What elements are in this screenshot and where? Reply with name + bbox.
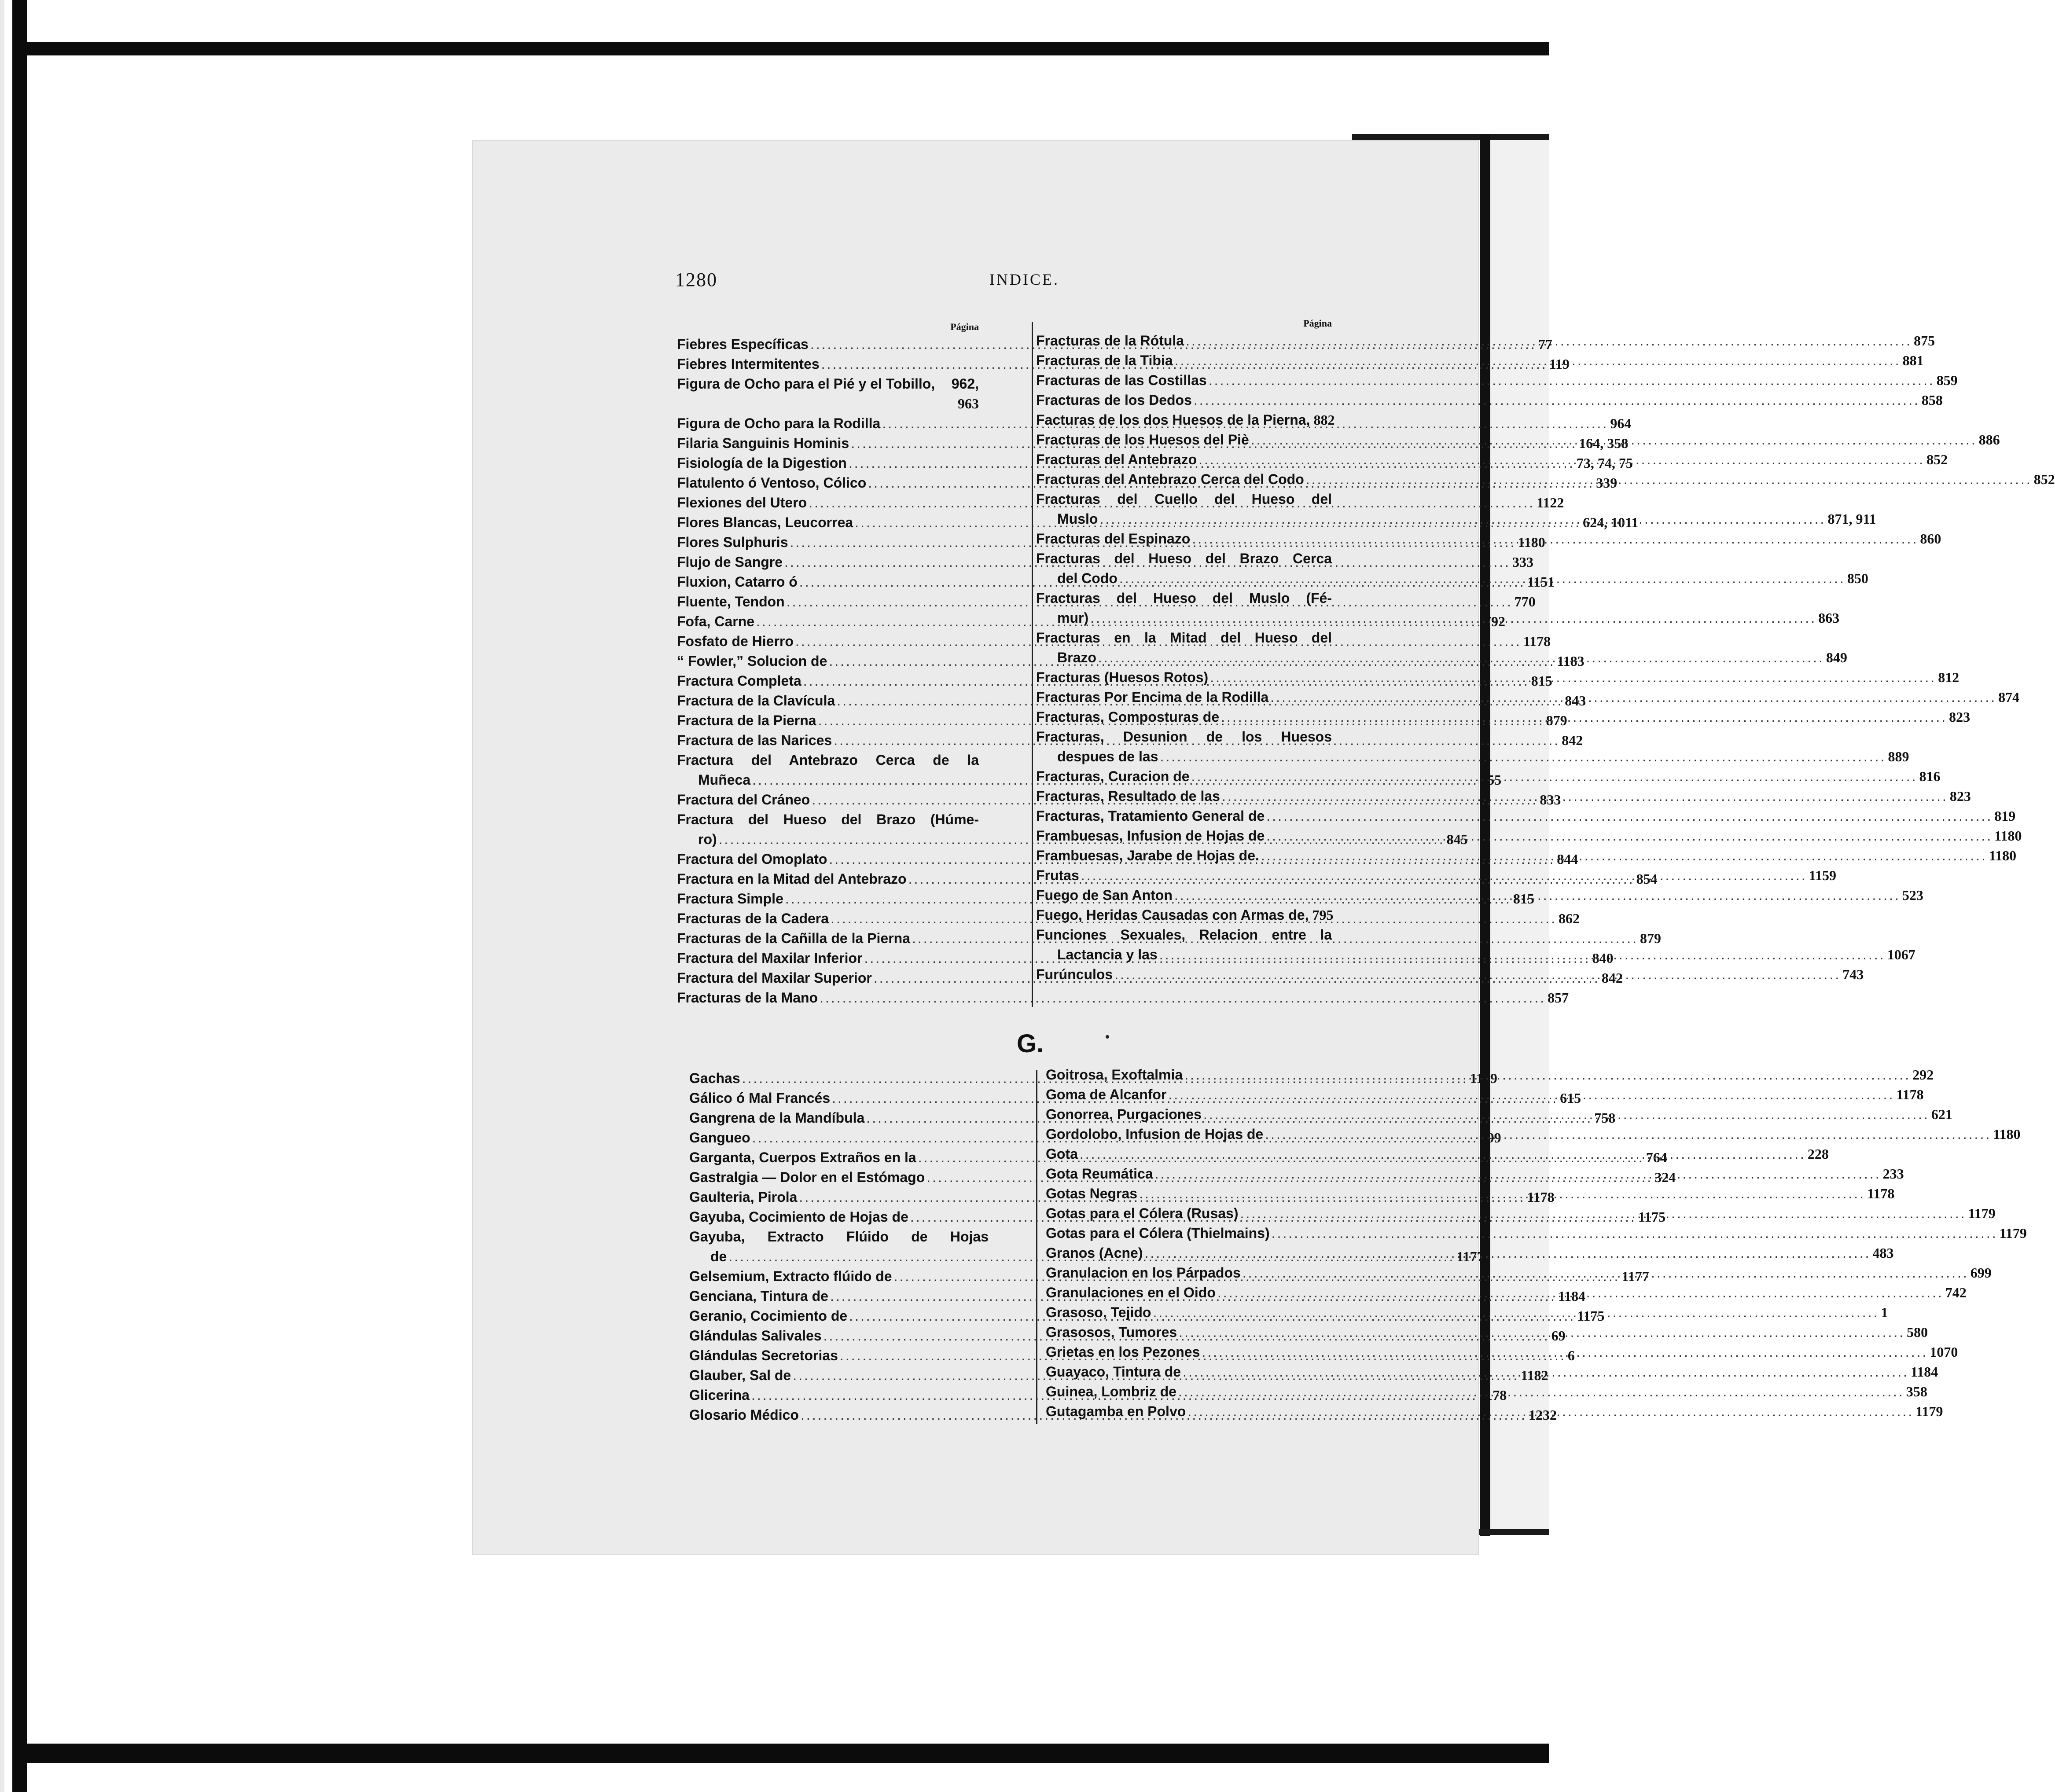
entry-line <box>1036 925 1332 945</box>
entry-page: 852 <box>2033 471 2055 487</box>
entry-page: 324 <box>1654 1169 1676 1185</box>
entry-page: 1178 <box>1896 1087 1924 1102</box>
entry-term: Fracturas del Espinazo <box>1036 531 1191 547</box>
entry-term: Furúnculos <box>1036 966 1113 982</box>
entry-term: Geranio, Cocimiento de <box>689 1308 848 1324</box>
entry-page: 1180 <box>1993 1126 2021 1142</box>
entry-term-continuation: de <box>710 1249 727 1264</box>
entry-page: 875 <box>1914 333 1935 349</box>
entry-page: 1232 <box>1528 1407 1557 1423</box>
entry-term: Glosario Médico <box>689 1407 799 1423</box>
entry-term: Gotas Negras <box>1046 1186 1138 1201</box>
entry-term: Gangrena de la Mandíbula <box>689 1110 865 1126</box>
leader-dots <box>1194 390 1920 410</box>
entry-page: 1122 <box>1537 495 1564 510</box>
entry-term: Gayuba, Extracto Flúido de Hojas <box>689 1229 989 1245</box>
entry-page: 815 <box>1531 673 1552 689</box>
entry-term: Gachas <box>689 1070 740 1086</box>
entry-page: 1178 <box>1867 1186 1895 1201</box>
entry-page: 886 <box>1978 432 2000 448</box>
entry-term: Frambuesas, Jarabe de Hojas de. <box>1036 848 1259 863</box>
page-column-label: Página <box>950 321 979 332</box>
entry-page: 523 <box>1902 887 1923 903</box>
entry-page: 850 <box>1847 570 1868 586</box>
entry-term-continuation: Muslo <box>1057 511 1098 527</box>
entry-term: Fuego de San Anton <box>1036 887 1173 903</box>
entry-term-continuation: del Codo <box>1057 570 1118 586</box>
leader-dots <box>1240 1204 1966 1223</box>
entry-page: 852 <box>1926 452 1948 467</box>
index-entry <box>1046 1184 1895 1204</box>
entry-term: Frutas <box>1036 867 1079 883</box>
leader-dots <box>1221 707 1947 727</box>
entry-page: 842 <box>1601 970 1623 986</box>
entry-page: 69 <box>1551 1328 1566 1344</box>
entry-page: 743 <box>1842 966 1864 982</box>
leader-dots <box>1243 1263 1969 1283</box>
entry-page: 758 <box>1594 1110 1616 1126</box>
entry-term: Fuego, Heridas Causadas con Armas de, <box>1036 907 1309 923</box>
entry-term: Glauber, Sal de <box>689 1367 791 1383</box>
book-cover-top-edge <box>1352 134 1549 140</box>
entry-term: Filaria Sanguinis Hominis <box>677 435 849 451</box>
leader-dots <box>1119 569 1845 588</box>
entry-term: Figura de Ocho para la Rodilla <box>677 415 881 431</box>
entry-page: 164, 358 <box>1579 435 1629 451</box>
leader-dots <box>1209 371 1935 390</box>
entry-page: 1180 <box>1994 828 2022 844</box>
entry-term: Gangueo <box>689 1130 750 1146</box>
entry-page: 812 <box>1938 669 1959 685</box>
entry-line <box>677 750 979 770</box>
leader-dots <box>1187 1402 1914 1421</box>
entry-term: Gota Reumática <box>1046 1166 1153 1182</box>
entry-page: 770 <box>1514 594 1536 610</box>
leader-dots <box>1178 1382 1904 1402</box>
leader-dots <box>1186 331 1912 351</box>
entry-line <box>677 374 979 394</box>
entry-term: Fracturas Por Encima de la Rodilla <box>1036 689 1269 705</box>
entry-term: Fractura del Omoplato <box>677 851 827 867</box>
entry-page: 1184 <box>1558 1288 1586 1304</box>
entry-term: Fracturas de la Cañilla de la Pierna <box>677 930 910 946</box>
entry-page: 1175 <box>1638 1209 1666 1225</box>
index-entry <box>1036 806 2016 826</box>
entry-page: 889 <box>1888 749 1909 764</box>
entry-page: 358 <box>1906 1384 1927 1399</box>
running-title: INDICE. <box>989 271 1059 288</box>
index-entry <box>677 374 979 414</box>
entry-page: 849 <box>1826 650 1847 665</box>
leader-dots <box>1261 846 1987 866</box>
leader-dots <box>1272 1223 1998 1243</box>
entry-term: Granulaciones en el Oido <box>1046 1285 1216 1300</box>
entry-term: Funciones Sexuales, Relacion entre la <box>1036 927 1332 943</box>
entry-page: 292 <box>1912 1067 1934 1083</box>
leader-dots <box>1155 1164 1881 1184</box>
leader-dots <box>1198 450 1925 470</box>
entry-page: 862 <box>1559 911 1580 926</box>
entry-term: Fractura del Cráneo <box>677 792 810 808</box>
entry-term-continuation: mur) <box>1057 610 1089 626</box>
entry-term: Fracturas, Desunion de los Huesos <box>1036 729 1332 745</box>
entry-term: Genciana, Tintura de <box>689 1288 828 1304</box>
entry-page: 228 <box>1807 1146 1829 1162</box>
page-number: 1280 <box>675 269 717 290</box>
entry-term: Fracturas del Hueso del Brazo Cerca <box>1036 551 1332 566</box>
entry-page: 871, 911 <box>1827 511 1876 527</box>
entry-page: 1177 <box>1456 1249 1484 1264</box>
entry-term: Flores Blancas, Leucorrea <box>677 514 853 530</box>
entry-term: Fluente, Tendon <box>677 594 785 610</box>
entry-page: 1067 <box>1887 947 1915 962</box>
entry-continuation <box>677 394 979 414</box>
entry-term: Goma de Alcanfor <box>1046 1087 1167 1102</box>
entry-page: 339 <box>1596 475 1618 491</box>
leader-dots <box>1153 1303 1879 1322</box>
leader-dots <box>1174 885 1901 905</box>
entry-page: 1184 <box>1911 1364 1938 1380</box>
leader-dots <box>1266 806 1993 826</box>
entry-page: 842 <box>1562 732 1583 748</box>
entry-page: 879 <box>1640 930 1661 946</box>
index-entry <box>1036 390 1943 410</box>
entry-line <box>1036 588 1332 608</box>
leader-dots <box>1306 470 2032 489</box>
leader-dots <box>1251 430 1977 450</box>
entry-page: 823 <box>1949 709 1970 725</box>
entry-term-continuation: Muñeca <box>698 772 751 788</box>
leader-dots <box>1139 1184 1865 1204</box>
entry-page: 6 <box>1567 1348 1575 1363</box>
entry-page: 881 <box>1902 353 1924 368</box>
leader-dots <box>1144 1243 1871 1263</box>
entry-term-continuation: ro) <box>698 831 717 847</box>
entry-page: 599 <box>1480 1130 1501 1146</box>
entry-page: 859 <box>1936 372 1958 388</box>
entry-term: Flujo de Sangre <box>677 554 783 570</box>
entry-term: Fracturas, Resultado de las <box>1036 788 1220 804</box>
leader-dots <box>1210 668 1936 687</box>
entry-term: Flores Sulphuris <box>677 534 788 550</box>
entry-page: 764 <box>1646 1149 1667 1165</box>
entry-term: Flexiones del Utero <box>677 495 807 510</box>
entry-term: Fiebres Específicas <box>677 336 809 352</box>
entry-page: 1169 <box>1470 1070 1497 1086</box>
entry-term-continuation: despues de las <box>1057 749 1158 764</box>
entry-page: 233 <box>1882 1166 1904 1182</box>
leader-dots <box>1159 945 1886 965</box>
entry-page: 858 <box>1921 392 1943 408</box>
leader-dots <box>1191 767 1918 786</box>
leader-dots <box>1184 1065 1911 1085</box>
index-entry <box>1036 410 1335 430</box>
entry-page: 833 <box>1540 792 1561 808</box>
entry-term: Frambuesas, Infusion de Hojas de <box>1036 828 1265 844</box>
column-rule-g <box>1036 1070 1037 1424</box>
entry-term: Granulacion en los Párpados <box>1046 1265 1241 1281</box>
column-rule-f <box>1032 322 1033 1007</box>
entry-term: “ Fowler,” Solucion de <box>677 653 827 669</box>
entry-term: Fracturas de la Rótula <box>1036 333 1184 349</box>
entry-term: Gálico ó Mal Francés <box>689 1090 831 1106</box>
entry-page: 1175 <box>1577 1308 1605 1324</box>
entry-page: 843 <box>1565 693 1586 709</box>
entry-page: 1 <box>1881 1304 1888 1320</box>
entry-page: 792 <box>1484 613 1506 629</box>
entry-term: Flatulento ó Ventoso, Cólico <box>677 475 867 491</box>
entry-page: 483 <box>1872 1245 1894 1261</box>
leader-dots <box>1203 1105 1930 1124</box>
entry-page: 879 <box>1546 712 1567 728</box>
section-letter-g: G. <box>1017 1029 1044 1058</box>
leader-dots <box>1183 1362 1909 1382</box>
entry-term: Gastralgia — Dolor en el Estómago <box>689 1169 925 1185</box>
entry-term: Fracturas (Huesos Rotos) <box>1036 669 1209 685</box>
entry-page: 857 <box>1548 990 1569 1006</box>
entry-page: 1178 <box>1523 633 1551 649</box>
entry-term: Fractura de las Narices <box>677 732 832 748</box>
scan-edge <box>0 0 4 1792</box>
entry-term: Fluxion, Catarro ó <box>677 574 798 590</box>
entry-page: 1159 <box>1809 867 1837 883</box>
entry-term: Fracturas de las Costillas <box>1036 372 1207 388</box>
entry-term: Facturas de los dos Huesos de la Pierna, <box>1036 412 1310 428</box>
entry-term: Grasoso, Tejido <box>1046 1304 1151 1320</box>
entry-page: 333 <box>1512 554 1534 570</box>
entry-term: Fracturas de los Huesos del Piè <box>1036 432 1249 448</box>
entry-term: Glándulas Secretorias <box>689 1348 838 1363</box>
index-entry <box>1036 371 1958 390</box>
entry-term: Fractura de la Pierna <box>677 712 816 728</box>
entry-term: Gaulteria, Pirola <box>689 1189 798 1205</box>
entry-line <box>1036 549 1332 569</box>
leader-dots <box>1192 529 1918 549</box>
entry-page: 624, 1011 <box>1583 514 1639 530</box>
index-entry <box>1046 1342 1958 1362</box>
entry-term: Fosfato de Hierro <box>677 633 794 649</box>
entry-page: 855 <box>1480 772 1502 788</box>
leader-dots <box>1179 1322 1905 1342</box>
entry-term: Fiebres Intermitentes <box>677 356 820 372</box>
scanner-frame-left <box>12 0 27 1792</box>
entry-term: Fisiología de la Digestion <box>677 455 847 471</box>
entry-term: Fracturas, Tratamiento General de <box>1036 808 1265 824</box>
entry-page: 1180 <box>1518 534 1545 550</box>
entry-line <box>677 810 979 830</box>
entry-page: 621 <box>1931 1106 1952 1122</box>
entry-term: Fracturas de la Cadera <box>677 911 829 926</box>
entry-page: 854 <box>1636 871 1658 887</box>
entry-page: 119 <box>1549 356 1570 372</box>
leader-dots <box>1114 965 1841 984</box>
index-entry <box>677 988 1569 1008</box>
entry-term: Fracturas del Cuello del Hueso del <box>1036 491 1332 507</box>
leader-dots <box>1266 826 1993 846</box>
leader-dots <box>1168 1085 1894 1105</box>
entry-term: Gelsemium, Extracto flúido de <box>689 1268 892 1284</box>
entry-line <box>689 1227 989 1247</box>
entry-page: 819 <box>1994 808 2016 824</box>
entry-page: 73, 74, 75 <box>1576 455 1633 471</box>
entry-term: Fractura Completa <box>677 673 801 689</box>
entry-page: 1178 <box>1527 1189 1555 1205</box>
entry-page: 1179 <box>1915 1403 1943 1419</box>
leader-dots <box>820 988 1546 1008</box>
entry-page: 1182 <box>1521 1367 1548 1383</box>
leader-dots <box>1217 1283 1944 1303</box>
entry-line <box>1036 489 1332 509</box>
entry-term: Fractura del Maxilar Inferior <box>677 950 863 966</box>
entry-term: Guinea, Lombriz de <box>1046 1384 1176 1399</box>
entry-term: Gonorrea, Purgaciones <box>1046 1106 1202 1122</box>
entry-page: 1177 <box>1621 1268 1649 1284</box>
page-column-label: Página <box>1303 318 1332 329</box>
entry-page: 844 <box>1557 851 1578 867</box>
entry-page: 816 <box>1919 768 1941 784</box>
entry-page: 742 <box>1945 1285 1967 1300</box>
index-entry <box>1046 1223 2027 1243</box>
entry-term: Glicerina <box>689 1387 750 1403</box>
entry-term-continuation: Brazo <box>1057 650 1096 665</box>
entry-term: Fracturas del Hueso del Muslo (Fé- <box>1036 590 1332 606</box>
page-header <box>675 268 1327 295</box>
entry-page: 1178 <box>1479 1387 1507 1403</box>
entry-term: Fracturas, Composturas de <box>1036 709 1220 725</box>
entry-term: Figura de Ocho para el Pié y el Tobillo, <box>677 376 935 392</box>
entry-term: Fractura de la Clavícula <box>677 693 835 709</box>
entry-term: Fofa, Carne <box>677 613 755 629</box>
leader-dots <box>1160 747 1886 767</box>
entry-page: 795 <box>1312 907 1334 923</box>
entry-continuation <box>1036 747 1909 767</box>
entry-term-continuation: Lactancia y las <box>1057 947 1158 962</box>
entry-term: Gayuba, Cocimiento de Hojas de <box>689 1209 908 1225</box>
scanner-frame-top <box>12 42 1549 55</box>
leader-dots <box>1270 687 1996 707</box>
entry-term: Granos (Acne) <box>1046 1245 1143 1261</box>
leader-dots <box>1098 648 1824 668</box>
entry-term: Fractura Simple <box>677 891 783 907</box>
leader-dots <box>1099 509 1826 529</box>
entry-page: 863 <box>1818 610 1840 626</box>
entry-page: 580 <box>1907 1324 1928 1340</box>
entry-page: 1070 <box>1930 1344 1958 1360</box>
entry-term: Gotas para el Cólera (Thielmains) <box>1046 1225 1270 1241</box>
entry-term: Fractura del Hueso del Brazo (Húme- <box>677 812 979 827</box>
entry-page: 845 <box>1446 831 1468 847</box>
entry-line <box>1036 628 1332 648</box>
entry-term: Grietas en los Pezones <box>1046 1344 1200 1360</box>
entry-term: Fractura en la Mitad del Antebrazo <box>677 871 907 887</box>
entry-page: 823 <box>1949 788 1971 804</box>
entry-term: Fractura del Antebrazo Cerca de la <box>677 752 979 768</box>
entry-page: 840 <box>1592 950 1614 966</box>
entry-term: Guayaco, Tintura de <box>1046 1364 1181 1380</box>
leader-dots <box>1202 1342 1928 1362</box>
index-entry <box>1036 905 1332 925</box>
ink-speck <box>1106 1035 1109 1039</box>
entry-term: Gota <box>1046 1146 1078 1162</box>
entry-term: Garganta, Cuerpos Extraños en la <box>689 1149 916 1165</box>
leader-dots <box>1265 1124 1991 1144</box>
entry-term: Gotas para el Cólera (Rusas) <box>1046 1205 1239 1221</box>
entry-page: 1179 <box>1999 1225 2027 1241</box>
entry-page: 882 <box>1313 412 1335 428</box>
entry-term: Fracturas de los Dedos <box>1036 392 1192 408</box>
leader-dots <box>1175 351 1901 371</box>
leader-dots <box>1080 1144 1806 1164</box>
entry-term: Fracturas de la Mano <box>677 990 818 1006</box>
entry-line <box>1036 727 1332 747</box>
leader-dots <box>1090 608 1816 628</box>
entry-page-continuation: 963 <box>958 396 979 411</box>
entry-term: Glándulas Salivales <box>689 1328 822 1344</box>
entry-page: 1151 <box>1527 574 1555 590</box>
leader-dots <box>1081 866 1807 885</box>
entry-page: 964 <box>1610 415 1632 431</box>
entry-term: Fracturas de la Tibia <box>1036 353 1173 368</box>
entry-term: Fracturas del Antebrazo Cerca del Codo <box>1036 471 1304 487</box>
entry-page: 77 <box>1538 336 1552 352</box>
entry-page: 699 <box>1970 1265 1992 1281</box>
entry-page: 1183 <box>1557 653 1584 669</box>
entry-page: 815 <box>1513 891 1534 907</box>
entry-term: Fracturas, Curacion de <box>1036 768 1190 784</box>
entry-page: 962, <box>951 376 979 392</box>
entry-term: Fractura del Maxilar Superior <box>677 970 872 986</box>
entry-term: Grasosos, Tumores <box>1046 1324 1177 1340</box>
entry-term: Fracturas en la Mitad del Hueso del <box>1036 630 1332 646</box>
scanner-frame-bottom <box>12 1744 1549 1763</box>
entry-page: 1179 <box>1968 1205 1996 1221</box>
entry-term: Gutagamba en Polvo <box>1046 1403 1186 1419</box>
entry-page: 1180 <box>1989 848 2017 863</box>
entry-term: Goitrosa, Exoftalmia <box>1046 1067 1183 1083</box>
entry-page: 874 <box>1998 689 2020 705</box>
leader-dots <box>1222 786 1948 806</box>
entry-page: 860 <box>1920 531 1941 547</box>
entry-term: Fracturas del Antebrazo <box>1036 452 1197 467</box>
entry-term: Gordolobo, Infusion de Hojas de <box>1046 1126 1264 1142</box>
entry-page: 615 <box>1560 1090 1581 1106</box>
